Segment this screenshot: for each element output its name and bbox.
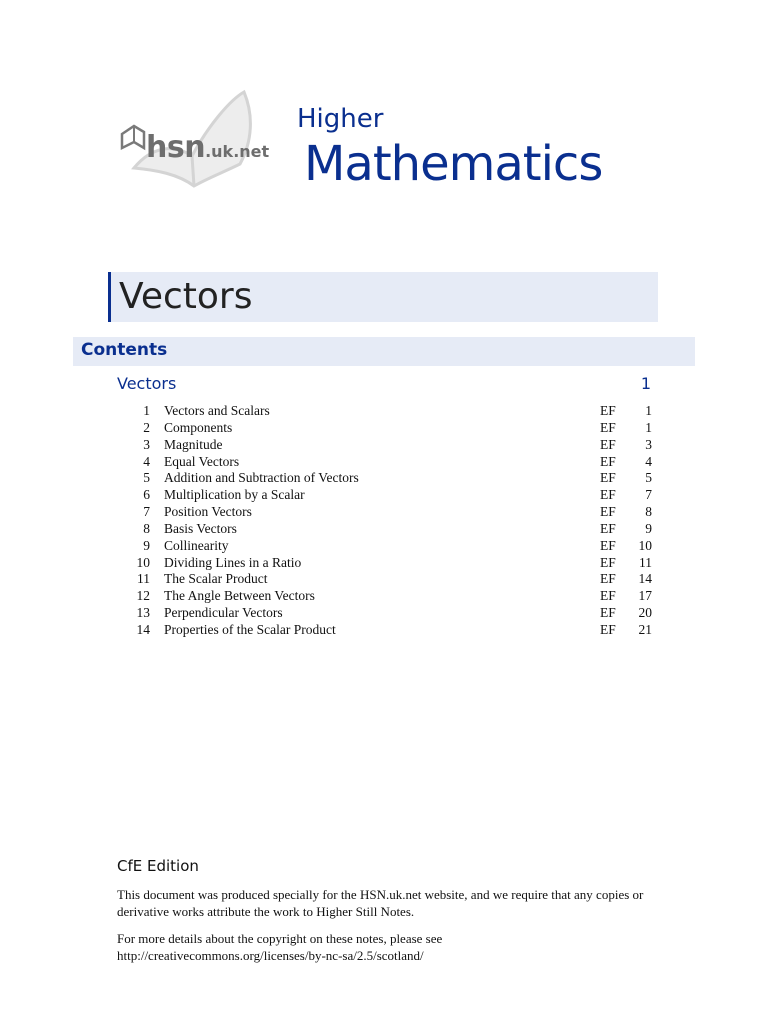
attribution-paragraph: This document was produced specially for the HSN.uk.net website, and we require that any copies or derivative works attribute the work to Higher Still Notes. <box>117 887 644 919</box>
toc-section-row[interactable] <box>117 374 651 396</box>
toc-row[interactable] <box>130 470 652 487</box>
toc-row-number: 11 <box>137 571 150 587</box>
toc-row-page: 14 <box>638 571 652 587</box>
contents-heading-bar <box>73 337 695 366</box>
license-url[interactable]: http://creativecommons.org/licenses/by-nc-sa/2.5/scotland/ <box>117 948 424 963</box>
document-title-bar <box>108 272 658 322</box>
toc-row-title: Magnitude <box>164 436 223 452</box>
toc-row[interactable] <box>130 571 652 588</box>
toc-row-number: 13 <box>136 605 150 621</box>
toc-row-number: 9 <box>143 537 150 553</box>
toc-row-page: 17 <box>638 588 652 604</box>
toc-row-title: Dividing Lines in a Ratio <box>164 554 302 570</box>
toc-row-title: Properties of the Scalar Product <box>164 621 336 637</box>
toc-row-title: Vectors and Scalars <box>164 403 270 418</box>
toc-row[interactable] <box>130 622 652 639</box>
toc-row[interactable] <box>130 487 652 504</box>
toc-row-number: 1 <box>143 403 150 418</box>
toc-row-number: 6 <box>143 487 150 503</box>
toc-row-number: 12 <box>136 588 150 604</box>
toc-row[interactable] <box>130 605 652 622</box>
toc-row-title: Equal Vectors <box>164 453 240 469</box>
header-mathematics: Mathematics <box>304 136 603 192</box>
toc-row-tag: EF <box>600 537 616 553</box>
toc-row-page: 20 <box>638 605 652 621</box>
toc-row-page: 1 <box>645 419 652 435</box>
toc-row-number: 7 <box>143 504 150 520</box>
toc-section-title: Vectors <box>117 374 177 393</box>
toc-row-page: 1 <box>645 403 652 418</box>
toc-row[interactable] <box>130 504 652 521</box>
toc-row[interactable] <box>130 420 652 437</box>
toc-row-title: Position Vectors <box>164 504 252 520</box>
toc-row-title: Components <box>164 419 233 435</box>
toc-row[interactable] <box>130 403 652 420</box>
toc-row-page: 4 <box>645 453 652 469</box>
copyright-text: For more details about the copyright on these notes, please see <box>117 931 443 946</box>
toc-row-page: 3 <box>645 436 652 452</box>
toc-row-number: 14 <box>136 621 150 637</box>
logo-wordmark: hsn.uk.net <box>146 130 270 165</box>
toc-row-page: 5 <box>645 470 652 486</box>
toc-row-tag: EF <box>600 487 616 503</box>
contents-heading: Contents <box>81 340 168 360</box>
toc-row-title: The Scalar Product <box>164 571 268 587</box>
toc-row-page: 10 <box>638 537 652 553</box>
toc-row-page: 21 <box>638 621 652 637</box>
copyright-paragraph <box>117 930 677 964</box>
toc-row-number: 10 <box>136 554 150 570</box>
document-title: Vectors <box>119 276 253 317</box>
toc-row-number: 2 <box>143 419 150 435</box>
toc-row-title: Perpendicular Vectors <box>164 605 283 621</box>
toc-row-title: The Angle Between Vectors <box>164 588 315 604</box>
toc-row-number: 4 <box>143 453 150 469</box>
toc-row[interactable] <box>130 454 652 471</box>
toc-row-page: 11 <box>639 554 652 570</box>
edition-label: CfE Edition <box>117 857 199 875</box>
toc-row-title: Basis Vectors <box>164 520 237 536</box>
toc-row-tag: EF <box>600 588 616 604</box>
toc-row-tag: EF <box>600 554 616 570</box>
toc-row-tag: EF <box>600 419 616 435</box>
toc-row-page: 9 <box>645 520 652 536</box>
toc-row-number: 3 <box>143 436 150 452</box>
toc-row-title: Multiplication by a Scalar <box>164 487 305 503</box>
toc-row[interactable] <box>130 538 652 555</box>
toc-row-tag: EF <box>600 621 616 637</box>
toc-row-tag: EF <box>600 436 616 452</box>
table-of-contents <box>130 403 652 639</box>
hsn-logo <box>112 86 272 198</box>
toc-row[interactable] <box>130 588 652 605</box>
toc-row[interactable] <box>130 555 652 572</box>
toc-row-page: 8 <box>645 504 652 520</box>
toc-row-tag: EF <box>600 520 616 536</box>
toc-row-number: 8 <box>143 520 150 536</box>
toc-row-tag: EF <box>600 504 616 520</box>
toc-row-tag: EF <box>600 571 616 587</box>
toc-section-page: 1 <box>640 374 651 393</box>
header-higher: Higher <box>297 104 384 134</box>
toc-row-title: Addition and Subtraction of Vectors <box>164 470 359 486</box>
toc-row-title: Collinearity <box>164 537 229 553</box>
toc-row-page: 7 <box>645 487 652 503</box>
toc-row[interactable] <box>130 521 652 538</box>
toc-row-tag: EF <box>600 453 616 469</box>
toc-row-tag: EF <box>600 605 616 621</box>
toc-row-tag: EF <box>600 470 616 486</box>
toc-row-tag: EF <box>600 403 616 418</box>
toc-row[interactable] <box>130 437 652 454</box>
toc-row-number: 5 <box>143 470 150 486</box>
